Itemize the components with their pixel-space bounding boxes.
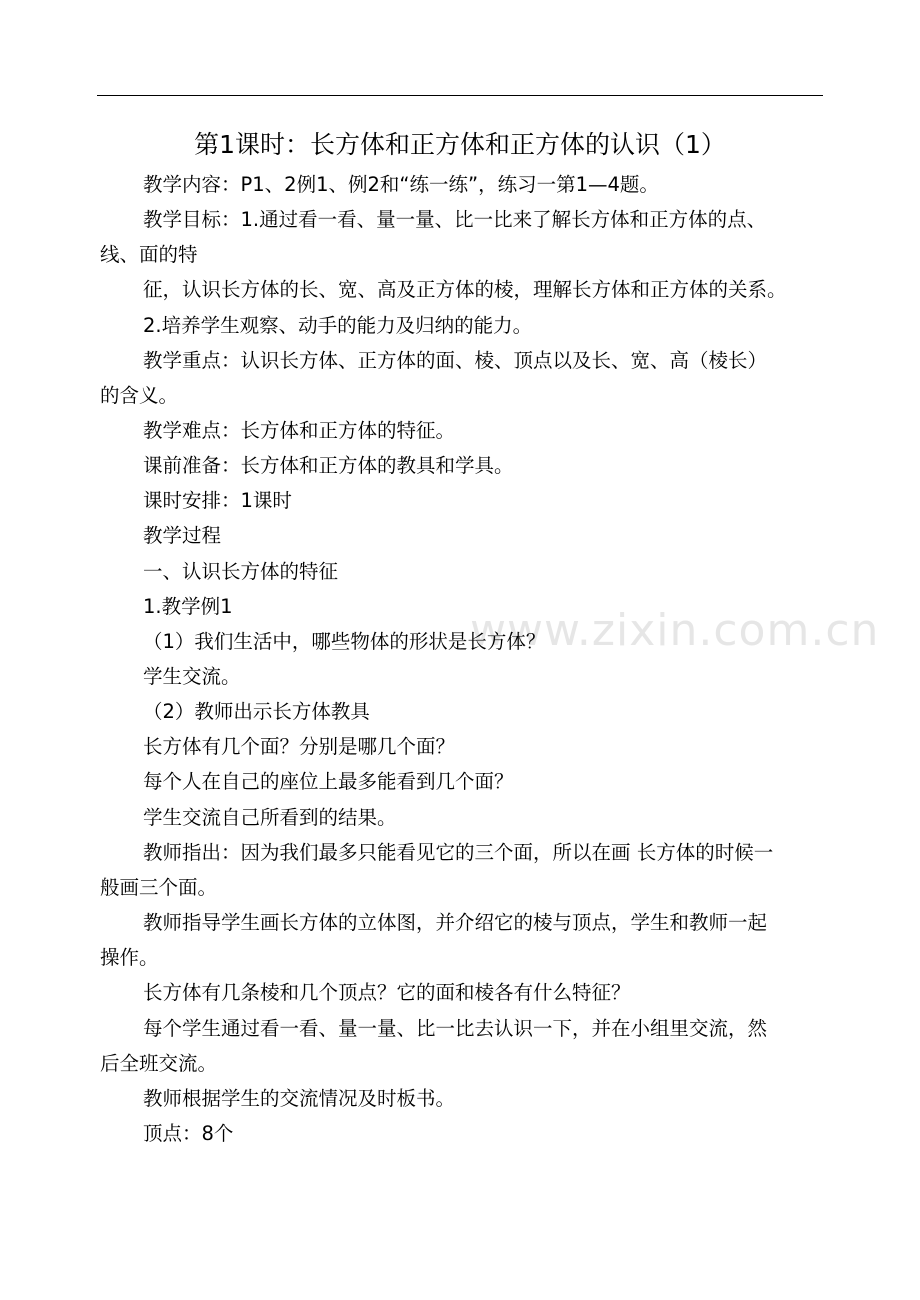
text-line: 学生交流。 xyxy=(143,665,241,688)
text-line: 顶点：8个 xyxy=(143,1122,234,1145)
page-title: 第1课时：长方体和正方体和正方体的认识（1） xyxy=(194,130,726,159)
text-line: 1.教学例1 xyxy=(143,595,233,618)
section-heading: 一、认识长方体的特征 xyxy=(143,560,339,583)
text-line: 长方体有几个面？分别是哪几个面？ xyxy=(143,735,456,758)
text-line: （2）教师出示长方体教具 xyxy=(143,700,370,723)
text-line: 线、面的特 xyxy=(100,243,198,266)
text-line: 教师指出：因为我们最多只能看见它的三个面，所以在画 长方体的时候一 xyxy=(143,841,774,864)
text-line: 的含义。 xyxy=(100,384,179,407)
header-rule xyxy=(97,95,823,96)
text-line: 每个学生通过看一看、量一量、比一比去认识一下，并在小组里交流，然 xyxy=(143,1017,768,1040)
text-line: 般画三个面。 xyxy=(100,876,218,899)
text-line: 每个人在自己的座位上最多能看到几个面？ xyxy=(143,770,514,793)
text-line: 教学内容：P1、2例1、例2和“练一练”，练习一第1—4题。 xyxy=(143,173,659,196)
text-line: 课时安排：1课时 xyxy=(143,489,292,512)
text-line: 长方体有几条棱和几个顶点？它的面和棱各有什么特征？ xyxy=(143,981,631,1004)
section-heading: 教学过程 xyxy=(143,524,222,547)
text-line: 教学重点：认识长方体、正方体的面、棱、顶点以及长、宽、高（棱长） xyxy=(143,349,768,372)
text-line: 教师指导学生画长方体的立体图，并介绍它的棱与顶点，学生和教师一起 xyxy=(143,911,768,934)
text-line: 教学目标：1.通过看一看、量一量、比一比来了解长方体和正方体的点、 xyxy=(143,208,767,231)
text-line: （1）我们生活中，哪些物体的形状是长方体？ xyxy=(143,630,546,653)
text-line: 教师根据学生的交流情况及时板书。 xyxy=(143,1087,456,1110)
text-line: 教学难点：长方体和正方体的特征。 xyxy=(143,419,456,442)
text-line: 操作。 xyxy=(100,946,159,969)
text-line: 课前准备：长方体和正方体的教具和学具。 xyxy=(143,454,514,477)
text-line: 后全班交流。 xyxy=(100,1052,218,1075)
text-line: 征，认识长方体的长、宽、高及正方体的棱，理解长方体和正方体的关系。 xyxy=(143,278,787,301)
text-line: 学生交流自己所看到的结果。 xyxy=(143,806,397,829)
text-line: 2.培养学生观察、动手的能力及归纳的能力。 xyxy=(143,314,533,337)
watermark: www.zixin.com.cn xyxy=(470,605,880,656)
